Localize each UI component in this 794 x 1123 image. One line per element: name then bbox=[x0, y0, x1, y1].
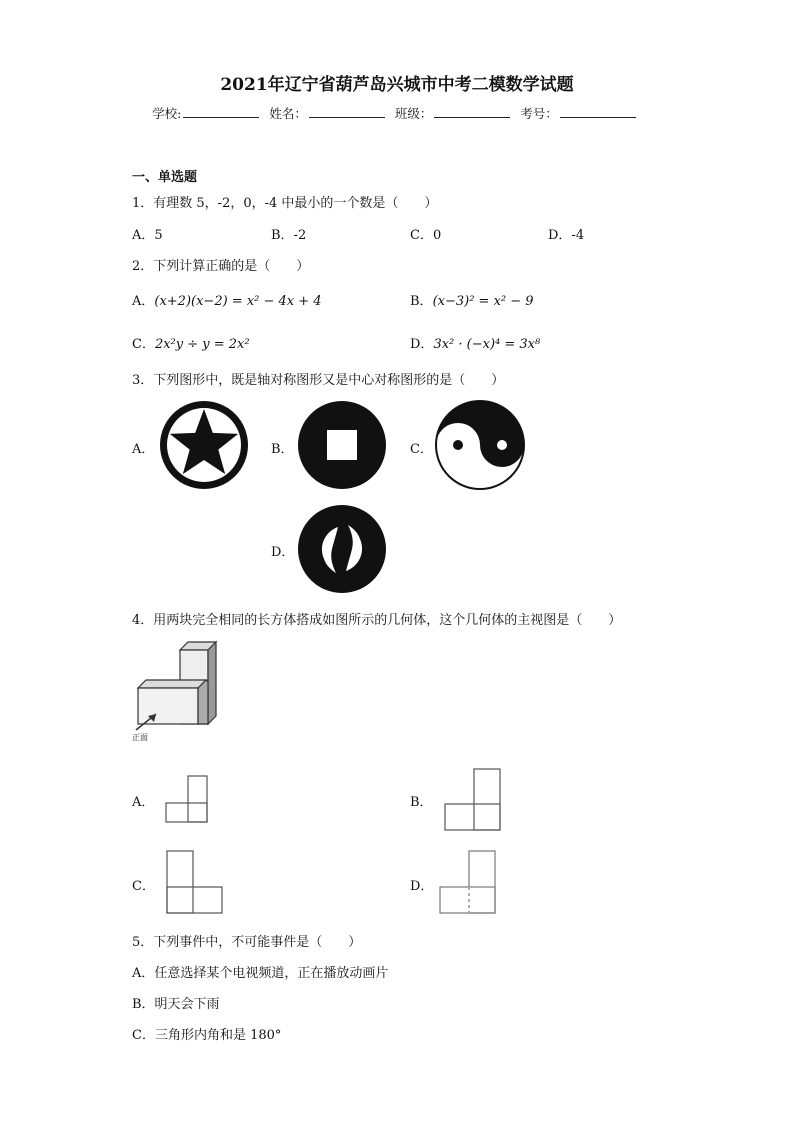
coin-square-hole-figure bbox=[296, 399, 388, 491]
q5-option-c: C．三角形内角和是 180° bbox=[132, 1028, 282, 1043]
q5-option-b: B．明天会下雨 bbox=[132, 997, 220, 1012]
q3-option-a-label: A． bbox=[132, 442, 155, 457]
school-blank bbox=[183, 106, 259, 118]
q1-option-b: B．-2 bbox=[271, 228, 307, 243]
q4-option-a-view bbox=[164, 775, 210, 825]
q4-option-c-label: C． bbox=[132, 879, 155, 894]
class-blank bbox=[434, 106, 510, 118]
q3-option-c-label: C． bbox=[410, 442, 433, 457]
q2-option-d-label: D． bbox=[410, 337, 434, 352]
q4-option-a-label: A． bbox=[132, 795, 155, 810]
q2-option-b bbox=[410, 290, 534, 309]
q2-option-a-formula: (x+2)(x−2) = x² − 4x + 4 bbox=[154, 294, 322, 309]
q4-option-c-view bbox=[165, 850, 225, 916]
q2-option-d bbox=[410, 333, 540, 352]
question-5-stem: 5．下列事件中，不可能事件是（ ） bbox=[132, 935, 362, 950]
front-view-label: 正面 bbox=[132, 733, 148, 742]
question-1-stem: 1．有理数 5，-2，0，-4 中最小的一个数是（ ） bbox=[132, 196, 438, 211]
q2-option-a bbox=[132, 290, 322, 309]
q2-option-d-formula: 3x² · (−x)⁴ = 3x⁸ bbox=[433, 337, 541, 352]
class-label: 班级： bbox=[394, 106, 433, 121]
q4-option-b-view bbox=[443, 768, 503, 832]
star-in-ring-figure bbox=[158, 399, 250, 491]
q3-option-d-label: D． bbox=[271, 545, 295, 560]
question-3-stem: 3．下列图形中，既是轴对称图形又是中心对称图形的是（ ） bbox=[132, 373, 505, 388]
question-2-stem: 2．下列计算正确的是（ ） bbox=[132, 259, 310, 274]
yin-yang-figure bbox=[434, 399, 526, 491]
q1-option-d: D．-4 bbox=[548, 228, 585, 243]
q2-option-b-formula: (x−3)² = x² − 9 bbox=[432, 294, 534, 309]
q4-option-b-label: B． bbox=[410, 795, 433, 810]
q2-option-c-label: C． bbox=[132, 337, 155, 352]
q2-option-a-label: A． bbox=[132, 294, 155, 309]
q3-option-b-label: B． bbox=[271, 442, 294, 457]
q1-option-c: C．0 bbox=[410, 228, 442, 243]
section-heading: 一、单选题 bbox=[132, 170, 198, 185]
q4-option-d-view bbox=[438, 850, 500, 916]
school-label: 学校: bbox=[152, 106, 182, 121]
question-4-stem: 4．用两块完全相同的长方体搭成如图所示的几何体，这个几何体的主视图是（ ） bbox=[132, 613, 622, 628]
q2-option-c-formula: 2x²y ÷ y = 2x² bbox=[154, 337, 250, 352]
student-info-line bbox=[0, 104, 794, 122]
number-blank bbox=[560, 106, 636, 118]
page-title: 2021年辽宁省葫芦岛兴城市中考二模数学试题 bbox=[220, 75, 574, 95]
q5-option-a: A．任意选择某个电视频道，正在播放动画片 bbox=[132, 966, 389, 981]
q2-option-b-label: B． bbox=[410, 294, 433, 309]
name-label: 姓名： bbox=[269, 106, 307, 121]
name-blank bbox=[309, 106, 385, 118]
q2-option-c bbox=[132, 333, 250, 352]
swirl-figure bbox=[296, 503, 388, 595]
q1-option-a: A．5 bbox=[132, 228, 163, 243]
q4-option-d-label: D． bbox=[410, 879, 434, 894]
number-label: 考号： bbox=[520, 106, 558, 121]
stacked-cuboids-figure bbox=[130, 640, 230, 744]
